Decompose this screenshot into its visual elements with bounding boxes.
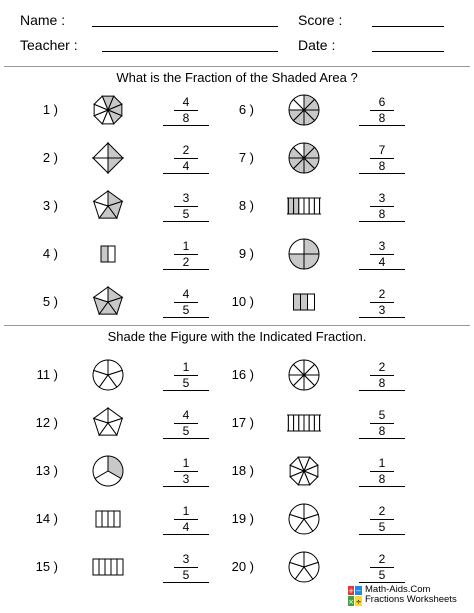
denominator: 2 [182, 255, 190, 269]
answer-line [163, 390, 209, 391]
fraction-figure[interactable] [91, 502, 125, 536]
numerator: 1 [182, 239, 190, 253]
fraction-figure[interactable] [91, 454, 125, 488]
answer-line [359, 582, 405, 583]
circle-sector [304, 239, 319, 254]
fraction [168, 192, 204, 221]
polygon-segment [93, 143, 108, 158]
numerator: 1 [182, 504, 190, 518]
bar-cell [117, 559, 123, 575]
bar-cell [294, 198, 299, 214]
problem-number: 9 ) [238, 246, 254, 261]
footer-brand-name: Math-Aids.Com [365, 584, 431, 595]
answer-line [163, 173, 209, 174]
answer-line [163, 125, 209, 126]
fraction-figure [91, 141, 125, 175]
date-field[interactable] [372, 51, 444, 52]
svg-text:×: × [348, 598, 354, 606]
answer-line [359, 438, 405, 439]
numerator: 3 [182, 191, 190, 205]
problem-number: 6 ) [238, 102, 254, 117]
denominator: 4 [182, 159, 190, 173]
denominator: 4 [182, 520, 190, 534]
fraction-figure [287, 93, 321, 127]
fraction-figure [287, 189, 321, 223]
circle-sector [289, 254, 304, 269]
bar-cell [309, 415, 314, 431]
fraction [364, 240, 400, 269]
fraction [168, 144, 204, 173]
fraction-figure [91, 189, 125, 223]
answer-line [163, 317, 209, 318]
numerator: 7 [378, 143, 386, 157]
bar-cell [114, 511, 120, 527]
bar-cell [102, 511, 108, 527]
score-field[interactable] [372, 26, 444, 27]
problem-number: 18 ) [231, 463, 254, 478]
bar-cell [299, 415, 304, 431]
fraction-figure [91, 237, 125, 271]
problem-number: 5 ) [42, 294, 58, 309]
denominator: 5 [378, 568, 386, 582]
problem-number: 8 ) [238, 198, 254, 213]
numerator: 1 [378, 456, 386, 470]
numerator: 1 [182, 360, 190, 374]
problem-number: 4 ) [42, 246, 58, 261]
bar-cell [301, 294, 308, 310]
bar-cell [111, 559, 117, 575]
problem-number: 15 ) [35, 559, 58, 574]
fraction [168, 457, 204, 486]
date-label: Date : [298, 37, 336, 53]
bar-cell [294, 294, 301, 310]
circle-sector [304, 254, 319, 269]
bar-cell [304, 198, 309, 214]
footer-tagline: Fractions Worksheets [365, 594, 457, 605]
fraction [364, 361, 400, 390]
fraction [364, 96, 400, 125]
problem-number: 20 ) [231, 559, 254, 574]
numerator: 4 [182, 287, 190, 301]
fraction-figure [287, 285, 321, 319]
problem-number: 17 ) [231, 415, 254, 430]
numerator: 2 [378, 504, 386, 518]
fraction-figure[interactable] [91, 406, 125, 440]
footer-brand [365, 585, 457, 605]
section-divider [4, 66, 470, 67]
numerator: 2 [378, 360, 386, 374]
problem-number: 7 ) [238, 150, 254, 165]
bar-cell [320, 198, 321, 214]
bar-cell [108, 246, 115, 262]
polygon-segment [93, 158, 108, 173]
bar-cell [299, 198, 304, 214]
denominator: 3 [182, 472, 190, 486]
fraction-figure[interactable] [287, 454, 321, 488]
answer-line [163, 221, 209, 222]
fraction-figure [91, 285, 125, 319]
answer-line [359, 317, 405, 318]
problem-number: 13 ) [35, 463, 58, 478]
name-label: Name : [20, 12, 66, 28]
problem-number: 3 ) [42, 198, 58, 213]
bar-cell [314, 198, 319, 214]
fraction-figure[interactable] [91, 358, 125, 392]
denominator: 3 [378, 303, 386, 317]
answer-line [359, 221, 405, 222]
bar-cell [99, 559, 105, 575]
fraction [364, 457, 400, 486]
fraction [364, 192, 400, 221]
bar-cell [320, 415, 321, 431]
bar-cell [101, 246, 108, 262]
denominator: 8 [378, 424, 386, 438]
math-aids-logo-icon [348, 586, 362, 606]
svg-text:+: + [348, 587, 354, 595]
polygon-segment [108, 143, 123, 158]
problem-number: 10 ) [231, 294, 254, 309]
denominator: 4 [378, 255, 386, 269]
bar-cell [108, 511, 114, 527]
answer-line [163, 269, 209, 270]
fraction [364, 553, 400, 582]
denominator: 8 [378, 159, 386, 173]
fraction-figure [287, 141, 321, 175]
name-field[interactable] [92, 26, 278, 27]
fraction-figure[interactable] [91, 550, 125, 584]
numerator: 3 [182, 552, 190, 566]
fraction [168, 240, 204, 269]
fraction [168, 96, 204, 125]
answer-line [359, 269, 405, 270]
denominator: 8 [378, 207, 386, 221]
numerator: 2 [378, 552, 386, 566]
answer-line [163, 438, 209, 439]
answer-line [163, 534, 209, 535]
denominator: 8 [182, 111, 190, 125]
fraction [168, 505, 204, 534]
denominator: 8 [378, 376, 386, 390]
problem-number: 16 ) [231, 367, 254, 382]
fraction-figure[interactable] [287, 358, 321, 392]
section2-title: Shade the Figure with the Indicated Fraction. [107, 329, 367, 344]
fraction-figure[interactable] [287, 406, 321, 440]
answer-line [359, 486, 405, 487]
bar-cell [308, 294, 315, 310]
problem-number: 11 ) [36, 367, 58, 382]
bar-cell [105, 559, 111, 575]
problem-number: 2 ) [42, 150, 58, 165]
denominator: 8 [378, 111, 386, 125]
answer-line [359, 173, 405, 174]
fraction [168, 553, 204, 582]
denominator: 5 [182, 568, 190, 582]
fraction [168, 288, 204, 317]
polygon-segment [108, 158, 123, 173]
numerator: 5 [378, 408, 386, 422]
answer-line [359, 390, 405, 391]
svg-text:−: − [355, 587, 362, 595]
numerator: 4 [182, 95, 190, 109]
problem-number: 19 ) [231, 511, 254, 526]
fraction [168, 409, 204, 438]
fraction-figure [91, 93, 125, 127]
answer-line [163, 486, 209, 487]
fraction-figure [287, 237, 321, 271]
numerator: 3 [378, 239, 386, 253]
section-divider [4, 325, 470, 326]
denominator: 5 [378, 520, 386, 534]
problem-number: 12 ) [35, 415, 58, 430]
fraction-figure[interactable] [287, 502, 321, 536]
numerator: 3 [378, 191, 386, 205]
denominator: 8 [378, 472, 386, 486]
circle-sector [289, 239, 304, 254]
fraction [364, 505, 400, 534]
bar-cell [96, 511, 102, 527]
fraction-figure[interactable] [287, 550, 321, 584]
fraction [168, 361, 204, 390]
answer-line [359, 125, 405, 126]
numerator: 1 [182, 456, 190, 470]
numerator: 2 [378, 287, 386, 301]
fraction [364, 409, 400, 438]
problem-number: 1 ) [42, 102, 58, 117]
answer-line [163, 582, 209, 583]
svg-text:÷: ÷ [355, 598, 362, 606]
score-label: Score : [298, 12, 343, 28]
denominator: 5 [182, 376, 190, 390]
bar-cell [314, 415, 319, 431]
fraction [364, 288, 400, 317]
numerator: 6 [378, 95, 386, 109]
section1-title: What is the Fraction of the Shaded Area ? [116, 70, 358, 85]
fraction [364, 144, 400, 173]
numerator: 4 [182, 408, 190, 422]
denominator: 5 [182, 207, 190, 221]
problem-number: 14 ) [35, 511, 58, 526]
bar-cell [288, 415, 293, 431]
bar-cell [294, 415, 299, 431]
denominator: 5 [182, 424, 190, 438]
bar-cell [93, 559, 99, 575]
bar-cell [304, 415, 309, 431]
bar-cell [309, 198, 314, 214]
teacher-field[interactable] [102, 51, 278, 52]
teacher-label: Teacher : [20, 37, 78, 53]
numerator: 2 [182, 143, 190, 157]
denominator: 5 [182, 303, 190, 317]
answer-line [359, 534, 405, 535]
bar-cell [288, 198, 293, 214]
